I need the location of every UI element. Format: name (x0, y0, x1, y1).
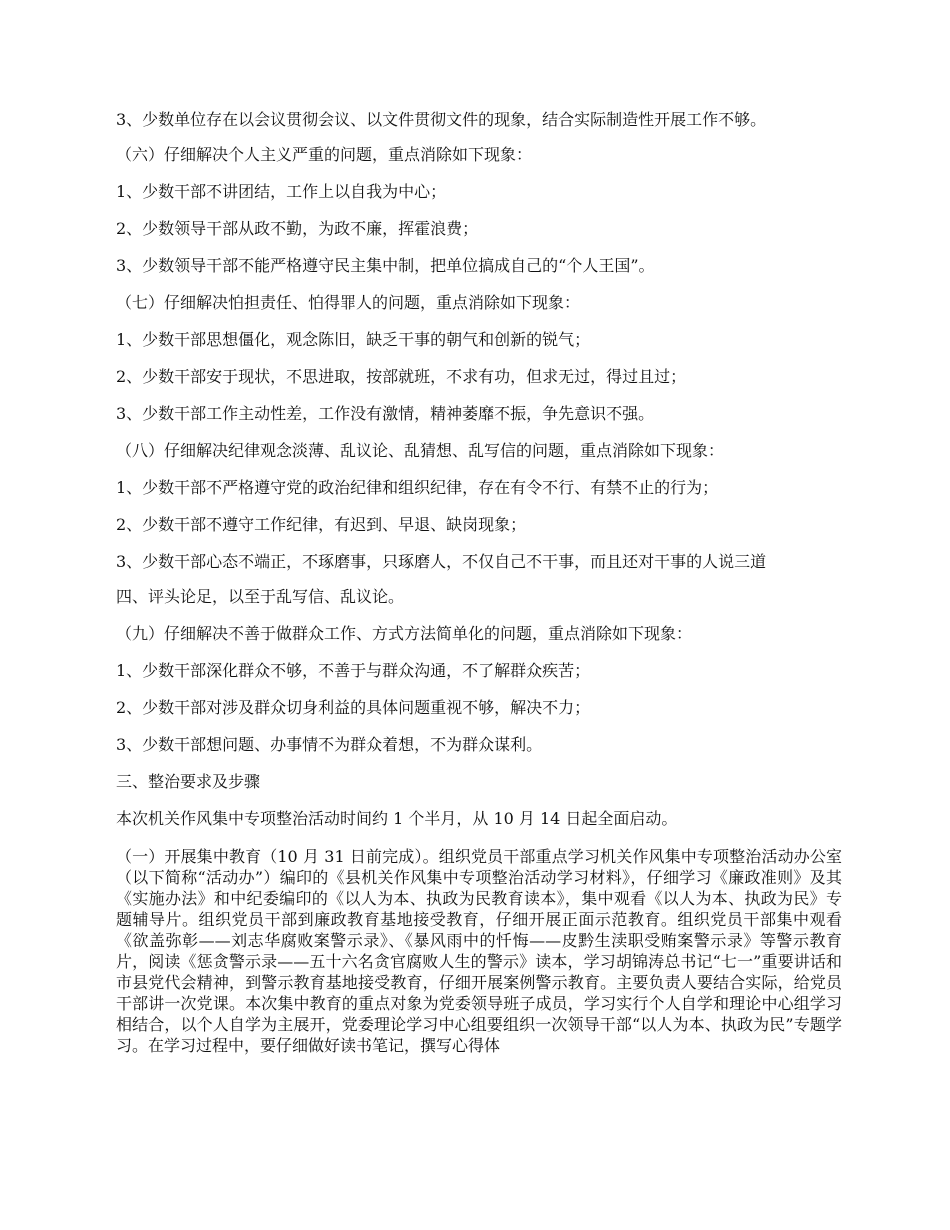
list-item: 3、少数干部想问题、办事情不为群众着想，不为群众谋利。 (116, 735, 543, 754)
section-heading-requirements: 三、整治要求及步骤 (116, 772, 261, 791)
activity-timeline-paragraph: 本次机关作风集中专项整治活动时间约 1 个半月，从 10 月 14 日起全面启动。 (116, 809, 678, 828)
paragraph-item-3-units: 3、少数单位存在以会议贯彻会议、以文件贯彻文件的现象，结合实际制造性开展工作不够。 (116, 110, 767, 129)
list-item-continuation: 四、评头论足，以至于乱写信、乱议论。 (116, 587, 405, 606)
section-heading-9: （九）仔细解决不善于做群众工作、方式方法简单化的问题，重点消除如下现象： (116, 624, 693, 643)
education-paragraph: （一）开展集中教育（10 月 31 日前完成）。组织党员干部重点学习机关作风集中专项整治活动办公室（以下简称“活动办”）编印的《县机关作风集中专项整治活动学习材料》，仔细学习《廉政准则》及其《实施办法》和中纪委编印的《以人为本、执政为民教育读本》，集中观看《以人为本、执政为民》专题辅导片。组织党员干部到廉政教育基地接受教育，仔细开展正面示范教育。组织党员干部集中观看《欲盖弥彰——刘志华腐败案警示录》、《暴风雨中的忏悔——皮黔生渎职受贿案警示录》等警示教育片，阅读《惩贪警示录——五十六名贪官腐败人生的警示》读本，学习胡锦涛总书记“七一”重要讲话和市县党代会精神，到警示教育基地接受教育，仔细开展案例警示教育。主要负责人要结合实际，给党员干部讲一次党课。本次集中教育的重点对象为党委领导班子成员，学习实行个人自学和理论中心组学习相结合，以个人自学为主展开，党委理论学习中心组要组织一次领导干部“以人为本、执政为民”专题学习。在学习过程中，要仔细做好读书笔记，撰写心得体 (116, 847, 842, 1055)
section-heading-6: （六）仔细解决个人主义严重的问题，重点消除如下现象： (116, 145, 533, 164)
list-item: 2、少数干部对涉及群众切身利益的具体问题重视不够，解决不力； (116, 698, 591, 717)
list-item: 2、少数领导干部从政不勤，为政不廉，挥霍浪费； (116, 219, 479, 238)
section-heading-8: （八）仔细解决纪律观念淡薄、乱议论、乱猜想、乱写信的问题，重点消除如下现象： (116, 441, 725, 460)
list-item: 3、少数领导干部不能严格遵守民主集中制，把单位搞成自己的“个人王国”。 (116, 256, 655, 275)
list-item: 1、少数干部不严格遵守党的政治纪律和组织纪律，存在有令不行、有禁不止的行为； (116, 478, 719, 497)
list-item: 3、少数干部心态不端正，不琢磨事，只琢磨人，不仅自己不干事，而且还对干事的人说三道 (116, 552, 767, 571)
list-item: 1、少数干部思想僵化，观念陈旧，缺乏干事的朝气和创新的锐气； (116, 330, 591, 349)
list-item: 1、少数干部不讲团结，工作上以自我为中心； (116, 182, 447, 201)
document-body (116, 110, 842, 1071)
list-item: 3、少数干部工作主动性差，工作没有激情，精神萎靡不振，争先意识不强。 (116, 404, 655, 423)
list-item: 2、少数干部安于现状，不思进取，按部就班，不求有功，但求无过，得过且过； (116, 367, 687, 386)
list-item: 2、少数干部不遵守工作纪律，有迟到、早退、缺岗现象； (116, 515, 527, 534)
section-heading-7: （七）仔细解决怕担责任、怕得罪人的问题，重点消除如下现象： (116, 293, 581, 312)
list-item: 1、少数干部深化群众不够，不善于与群众沟通，不了解群众疾苦； (116, 661, 591, 680)
